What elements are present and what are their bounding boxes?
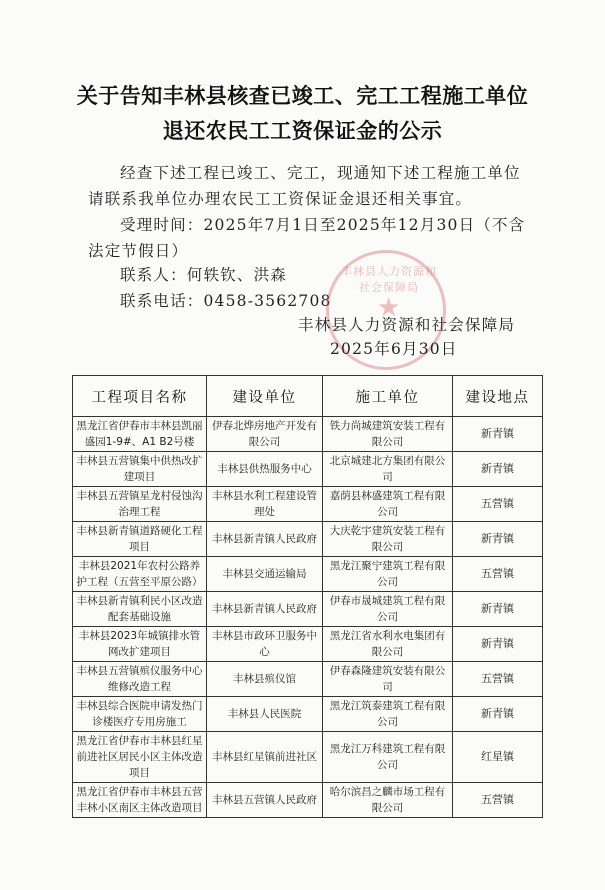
cell-builder: 丰林县市政环卫服务中心 xyxy=(207,627,323,662)
project-table xyxy=(72,375,543,818)
cell-project-name: 丰林县2021年农村公路养护工程（五营至平原公路） xyxy=(73,557,207,592)
cell-location: 新青镇 xyxy=(453,522,543,557)
cell-builder: 丰林县五营镇人民政府 xyxy=(207,783,323,818)
cell-contractor: 黑龙江筑泰建筑工程有限公司 xyxy=(323,697,453,732)
cell-contractor: 哈尔滨昌之麟市场工程有限公司 xyxy=(323,783,453,818)
cell-project-name: 丰林县五营镇殡仪服务中心维修改造工程 xyxy=(73,662,207,697)
cell-contractor: 铁力尚城建筑安装工程有限公司 xyxy=(323,417,453,452)
seal-star-icon: ★ xyxy=(377,293,401,323)
table-row xyxy=(73,732,543,783)
issue-date: 2025年6月30日 xyxy=(330,340,458,358)
table-row xyxy=(73,522,543,557)
contact-persons: 联系人：何轶钦、洪森 xyxy=(120,266,288,284)
table-row xyxy=(73,783,543,818)
cell-location: 新青镇 xyxy=(453,592,543,627)
cell-builder: 丰林县新青镇人民政府 xyxy=(207,592,323,627)
cell-location: 新青镇 xyxy=(453,627,543,662)
cell-location: 新青镇 xyxy=(453,452,543,487)
cell-builder: 丰林县水利工程建设管理处 xyxy=(207,487,323,522)
cell-location: 五营镇 xyxy=(453,662,543,697)
cell-contractor: 伊春市晟城建筑工程有限公司 xyxy=(323,592,453,627)
cell-project-name: 丰林县新青镇道路硬化工程项目 xyxy=(73,522,207,557)
cell-contractor: 伊春森隆建筑安装有限公司 xyxy=(323,662,453,697)
cell-builder: 丰林县红星镇前进社区 xyxy=(207,732,323,783)
paragraph-notice: 经查下述工程已竣工、完工，现通知下述工程施工单位请联系我单位办理农民工工资保证金退还相关事宜。 xyxy=(88,164,521,208)
cell-location: 五营镇 xyxy=(453,487,543,522)
header-builder: 建设单位 xyxy=(207,376,323,417)
cell-project-name: 黑龙江省伊春市丰林县凯丽盛园1-9#、A1 B2号楼 xyxy=(73,417,207,452)
header-project-name: 工程项目名称 xyxy=(73,376,207,417)
table-row xyxy=(73,452,543,487)
title-line-1: 关于告知丰林县核查已竣工、完工工程施工单位 xyxy=(76,84,529,108)
cell-location: 新青镇 xyxy=(453,417,543,452)
cell-contractor: 黑龙江省水利水电集团有限公司 xyxy=(323,627,453,662)
cell-project-name: 丰林县五营镇星龙村侵蚀沟治理工程 xyxy=(73,487,207,522)
cell-location: 五营镇 xyxy=(453,783,543,818)
table-row xyxy=(73,662,543,697)
issuer-name: 丰林县人力资源和社会保障局 xyxy=(298,316,516,334)
cell-builder: 丰林县新青镇人民政府 xyxy=(207,522,323,557)
cell-builder: 丰林县交通运输局 xyxy=(207,557,323,592)
table-row xyxy=(73,697,543,732)
cell-location: 红星镇 xyxy=(453,732,543,783)
header-contractor: 施工单位 xyxy=(323,376,453,417)
cell-project-name: 丰林县新青镇利民小区改造配套基础设施 xyxy=(73,592,207,627)
cell-contractor: 黑龙江万科建筑工程有限公司 xyxy=(323,732,453,783)
table-body xyxy=(73,417,543,818)
cell-builder: 伊春北烨房地产开发有限公司 xyxy=(207,417,323,452)
seal-text: 丰林县人力资源和社会保障局 xyxy=(341,265,437,294)
cell-contractor: 嘉荫县林盛建筑工程有限公司 xyxy=(323,487,453,522)
cell-project-name: 黑龙江省伊春市丰林县红星前进社区居民小区主体改造项目 xyxy=(73,732,207,783)
cell-project-name: 丰林县五营镇集中供热改扩建项目 xyxy=(73,452,207,487)
table-row xyxy=(73,487,543,522)
cell-contractor: 黑龙江聚宁建筑工程有限公司 xyxy=(323,557,453,592)
cell-builder: 丰林县供热服务中心 xyxy=(207,452,323,487)
cell-contractor: 北京城建北方集团有限公司 xyxy=(323,452,453,487)
cell-project-name: 黑龙江省伊春市丰林县五营丰林小区南区主体改造项目 xyxy=(73,783,207,818)
cell-builder: 丰林县人民医院 xyxy=(207,697,323,732)
cell-project-name: 丰林县综合医院申请发热门诊楼医疗专用房施工 xyxy=(73,697,207,732)
cell-project-name: 丰林县2023年城镇排水管网改扩建项目 xyxy=(73,627,207,662)
cell-location: 新青镇 xyxy=(453,697,543,732)
contact-phone: 联系电话：0458-3562708 xyxy=(120,292,332,310)
title-line-2: 退还农民工工资保证金的公示 xyxy=(162,119,443,143)
header-location: 建设地点 xyxy=(453,376,543,417)
cell-builder: 丰林县殡仪馆 xyxy=(207,662,323,697)
table-header-row xyxy=(73,376,543,417)
cell-location: 五营镇 xyxy=(453,557,543,592)
table-row xyxy=(73,417,543,452)
table-row xyxy=(73,592,543,627)
paragraph-acceptance-time: 受理时间：2025年7月1日至2025年12月30日（不含法定节假日） xyxy=(88,216,526,260)
table-row xyxy=(73,557,543,592)
cell-contractor: 大庆乾宇建筑安装工程有限公司 xyxy=(323,522,453,557)
table-row xyxy=(73,627,543,662)
